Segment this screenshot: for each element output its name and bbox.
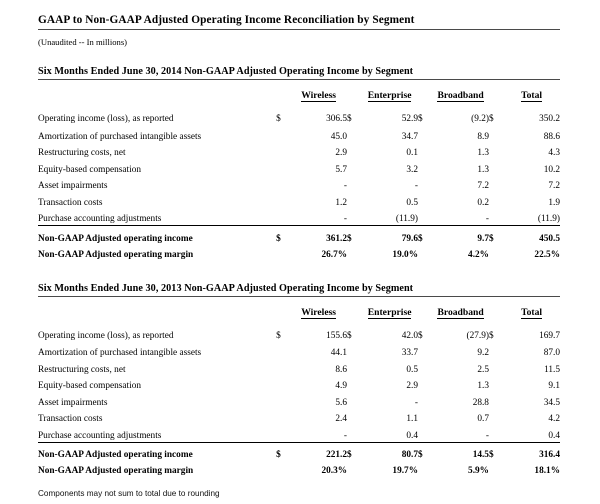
currency-symbol-broadband: [418, 176, 432, 193]
table-row-margin: [38, 245, 560, 261]
currency-symbol-total: [489, 461, 503, 477]
cell-enterprise: -: [414, 181, 418, 191]
cell-wireless: 44.1: [330, 348, 348, 358]
table-row-margin: [38, 461, 560, 477]
cell-total: 9.1: [548, 381, 560, 391]
currency-symbol-broadband: $: [418, 114, 423, 124]
currency-symbol-enterprise: $: [347, 442, 361, 461]
currency-symbol-wireless: [276, 392, 290, 409]
currency-symbol-broadband: $: [418, 226, 432, 245]
table-body: [38, 102, 560, 261]
row-label: Restructuring costs, net: [38, 148, 126, 158]
column-header-broadband: Broadband: [437, 306, 484, 318]
currency-symbol-wireless: [276, 425, 290, 442]
table-row: [38, 159, 560, 176]
table-header-row: [38, 80, 560, 102]
currency-symbol-enterprise: $: [347, 226, 361, 245]
currency-symbol-broadband: [418, 126, 432, 143]
cell-broadband: 2.5: [477, 364, 489, 375]
currency-symbol-total: $: [488, 330, 494, 341]
cell-enterprise: 19.0%: [392, 249, 418, 260]
cell-enterprise: 3.2: [406, 164, 418, 175]
cell-enterprise: 80.7: [361, 442, 418, 461]
currency-symbol-broadband: $: [418, 330, 423, 341]
column-header-currency-wireless: [276, 297, 290, 319]
row-label: Asset impairments: [38, 181, 108, 191]
section-2013: [38, 283, 560, 478]
currency-symbol-total: [489, 359, 503, 376]
currency-symbol-total: [489, 192, 503, 209]
currency-symbol-total: [489, 126, 503, 143]
table-row: [38, 392, 560, 409]
currency-symbol-total: [489, 245, 503, 261]
column-header-total: Total: [521, 90, 543, 101]
currency-symbol-enterprise: [347, 176, 361, 193]
cell-broadband: 7.2: [477, 181, 489, 191]
currency-symbol-broadband: [418, 343, 432, 360]
column-header-currency-broadband: [418, 297, 432, 319]
cell-broadband: 4.2%: [468, 249, 489, 260]
currency-symbol-broadband: [418, 159, 432, 176]
currency-symbol-enterprise: [347, 461, 361, 477]
section-2014: [38, 66, 560, 261]
cell-total: 11.5: [544, 364, 560, 375]
cell-wireless: 306.5: [326, 114, 348, 124]
cell-broadband: -: [485, 430, 489, 441]
currency-symbol-total: [489, 425, 503, 442]
cell-wireless: 2.4: [335, 414, 348, 424]
currency-symbol-wireless: [276, 376, 290, 393]
currency-symbol-enterprise: [347, 209, 361, 226]
cell-broadband: 0.7: [477, 414, 489, 424]
currency-symbol-enterprise: [347, 192, 361, 209]
cell-wireless: 26.7%: [321, 249, 348, 260]
column-header-currency-wireless: [276, 80, 290, 102]
cell-broadband: 14.5: [432, 442, 489, 461]
table-row: [38, 176, 560, 193]
currency-symbol-enterprise: [347, 392, 361, 409]
cell-total: 88.6: [543, 131, 560, 142]
cell-enterprise: 19.7%: [392, 466, 418, 476]
row-label: Non-GAAP Adjusted operating margin: [38, 249, 194, 260]
currency-symbol-wireless: $: [276, 114, 281, 124]
cell-total: 0.4: [548, 430, 560, 441]
currency-symbol-wireless: [276, 176, 290, 193]
cell-total: 169.7: [539, 330, 560, 341]
column-header-wireless: Wireless: [301, 306, 337, 318]
cell-wireless: 45.0: [330, 131, 348, 142]
cell-total: 7.2: [548, 181, 560, 191]
cell-enterprise: 0.1: [406, 148, 418, 158]
currency-symbol-wireless: [276, 461, 290, 477]
row-label: Equity-based compensation: [38, 164, 142, 175]
cell-total: 10.2: [543, 164, 560, 175]
row-label: Asset impairments: [38, 397, 108, 408]
cell-enterprise: 0.4: [406, 430, 418, 441]
column-header-label: [38, 297, 276, 319]
section-heading: Six Months Ended June 30, 2013 Non-GAAP Adjusted Operating Income by Segment: [38, 283, 560, 297]
currency-symbol-enterprise: [347, 343, 361, 360]
column-header-broadband: Broadband: [437, 90, 484, 101]
row-label: Operating income (loss), as reported: [38, 330, 174, 341]
cell-wireless: 5.6: [335, 397, 348, 408]
currency-symbol-total: [489, 159, 503, 176]
cell-total: 22.5%: [534, 249, 560, 260]
column-header-currency-enterprise: [347, 297, 361, 319]
currency-symbol-wireless: $: [276, 226, 290, 245]
row-label: Restructuring costs, net: [38, 364, 126, 375]
row-label: Purchase accounting adjustments: [38, 214, 162, 224]
column-header-label: [38, 80, 276, 102]
table-row: [38, 359, 560, 376]
row-label: Equity-based compensation: [38, 381, 142, 391]
reconciliation-table-2014: [38, 80, 560, 261]
currency-symbol-wireless: [276, 126, 290, 143]
cell-wireless: 361.2: [290, 226, 347, 245]
cell-enterprise: 2.9: [406, 381, 418, 391]
currency-symbol-total: [489, 392, 503, 409]
currency-symbol-enterprise: [347, 159, 361, 176]
currency-symbol-broadband: [418, 376, 432, 393]
cell-total: (11.9): [537, 214, 560, 224]
cell-broadband: 1.3: [477, 148, 489, 158]
currency-symbol-broadband: [418, 143, 432, 160]
currency-symbol-enterprise: [347, 126, 361, 143]
cell-broadband: 9.2: [477, 348, 489, 358]
currency-symbol-broadband: [418, 409, 432, 426]
cell-wireless: 4.9: [335, 381, 348, 391]
row-label: Non-GAAP Adjusted operating income: [38, 226, 276, 245]
cell-enterprise: 1.1: [406, 414, 418, 424]
currency-symbol-wireless: $: [276, 330, 281, 341]
cell-broadband: 1.3: [477, 381, 489, 391]
table-row-total: [38, 226, 560, 245]
currency-symbol-total: [489, 209, 503, 226]
cell-enterprise: 52.9: [401, 114, 418, 124]
currency-symbol-total: $: [489, 442, 503, 461]
currency-symbol-broadband: [418, 425, 432, 442]
cell-wireless: -: [343, 181, 348, 191]
currency-symbol-wireless: [276, 143, 290, 160]
currency-symbol-total: $: [489, 226, 503, 245]
table-row: [38, 102, 560, 126]
cell-total: 34.5: [543, 397, 560, 408]
row-label: Operating income (loss), as reported: [38, 114, 174, 124]
currency-symbol-broadband: [418, 359, 432, 376]
currency-symbol-total: [489, 409, 503, 426]
cell-enterprise: 42.0: [401, 330, 418, 341]
currency-symbol-wireless: [276, 209, 290, 226]
row-label: Transaction costs: [38, 414, 103, 424]
currency-symbol-broadband: [418, 392, 432, 409]
cell-enterprise: -: [414, 397, 418, 408]
table-row: [38, 409, 560, 426]
cell-total: 316.4: [503, 442, 560, 461]
currency-symbol-wireless: [276, 192, 290, 209]
cell-enterprise: 34.7: [401, 131, 418, 142]
reconciliation-table-2013: [38, 297, 560, 478]
cell-wireless: 5.7: [335, 164, 348, 175]
row-label: Amortization of purchased intangible assets: [38, 131, 202, 142]
cell-enterprise: 0.5: [406, 364, 418, 375]
cell-broadband: (9.2): [471, 114, 489, 124]
currency-symbol-enterprise: [347, 409, 361, 426]
cell-total: 4.3: [548, 148, 560, 158]
row-label: Non-GAAP Adjusted operating margin: [38, 466, 194, 476]
currency-symbol-broadband: [418, 245, 432, 261]
currency-symbol-wireless: [276, 343, 290, 360]
cell-broadband: 5.9%: [468, 466, 489, 476]
currency-symbol-enterprise: $: [347, 114, 352, 124]
cell-enterprise: 79.6: [361, 226, 418, 245]
column-header-currency-broadband: [418, 80, 432, 102]
row-label: Non-GAAP Adjusted operating income: [38, 442, 276, 461]
table-row: [38, 319, 560, 343]
currency-symbol-total: [489, 376, 503, 393]
table-row: [38, 425, 560, 442]
currency-symbol-total: [489, 176, 503, 193]
column-header-total: Total: [521, 306, 543, 318]
cell-wireless: -: [343, 214, 348, 224]
cell-wireless: 20.3%: [321, 466, 348, 476]
footnote: Components may not sum to total due to rounding: [38, 489, 220, 498]
cell-wireless: 1.2: [335, 197, 348, 208]
cell-enterprise: 0.5: [406, 197, 418, 208]
cell-total: 4.2: [548, 414, 560, 424]
cell-broadband: 1.3: [477, 164, 489, 175]
currency-symbol-enterprise: $: [347, 330, 352, 341]
table-row-total: [38, 442, 560, 461]
cell-total: 1.9: [548, 197, 560, 208]
cell-total: 18.1%: [534, 466, 560, 476]
cell-wireless: 8.6: [335, 364, 348, 375]
currency-symbol-wireless: $: [276, 442, 290, 461]
cell-wireless: 155.6: [326, 330, 348, 341]
table-row: [38, 143, 560, 160]
cell-wireless: -: [343, 430, 348, 441]
cell-broadband: (27.9): [466, 330, 489, 341]
table-body: [38, 319, 560, 478]
column-header-currency-enterprise: [347, 80, 361, 102]
cell-total: 350.2: [539, 114, 560, 124]
currency-symbol-enterprise: [347, 245, 361, 261]
currency-symbol-enterprise: [347, 376, 361, 393]
cell-wireless: 2.9: [335, 148, 348, 158]
currency-symbol-enterprise: [347, 425, 361, 442]
cell-enterprise: 33.7: [401, 348, 418, 358]
cell-total: 87.0: [543, 348, 560, 358]
currency-symbol-total: [489, 143, 503, 160]
currency-symbol-wireless: [276, 409, 290, 426]
currency-symbol-broadband: $: [418, 442, 432, 461]
currency-symbol-broadband: [418, 209, 432, 226]
cell-broadband: 9.7: [432, 226, 489, 245]
currency-symbol-total: [489, 343, 503, 360]
cell-enterprise: (11.9): [395, 214, 418, 224]
currency-symbol-broadband: [418, 192, 432, 209]
currency-symbol-enterprise: [347, 143, 361, 160]
currency-symbol-wireless: [276, 359, 290, 376]
currency-symbol-wireless: [276, 159, 290, 176]
cell-broadband: -: [485, 214, 489, 224]
column-header-enterprise: Enterprise: [367, 306, 412, 318]
table-row: [38, 192, 560, 209]
cell-total: 450.5: [503, 226, 560, 245]
cell-broadband: 28.8: [472, 397, 489, 408]
currency-symbol-total: $: [488, 114, 494, 124]
row-label: Transaction costs: [38, 197, 103, 208]
column-header-currency-total: [489, 297, 503, 319]
column-header-currency-total: [489, 80, 503, 102]
page-title: GAAP to Non-GAAP Adjusted Operating Income Reconciliation by Segment: [38, 0, 560, 30]
row-label: Purchase accounting adjustments: [38, 430, 162, 441]
column-header-enterprise: Enterprise: [367, 90, 412, 101]
currency-symbol-enterprise: [347, 359, 361, 376]
currency-symbol-broadband: [418, 461, 432, 477]
table-row: [38, 376, 560, 393]
currency-symbol-wireless: [276, 245, 290, 261]
table-header-row: [38, 297, 560, 319]
cell-wireless: 221.2: [290, 442, 347, 461]
table-row: [38, 343, 560, 360]
document-subtitle: (Unaudited -- In millions): [38, 37, 128, 47]
cell-broadband: 8.9: [477, 131, 489, 142]
table-row: [38, 126, 560, 143]
section-heading: Six Months Ended June 30, 2014 Non-GAAP Adjusted Operating Income by Segment: [38, 66, 560, 80]
column-header-wireless: Wireless: [301, 90, 337, 101]
row-label: Amortization of purchased intangible assets: [38, 348, 202, 358]
cell-broadband: 0.2: [477, 197, 489, 208]
table-row: [38, 209, 560, 226]
